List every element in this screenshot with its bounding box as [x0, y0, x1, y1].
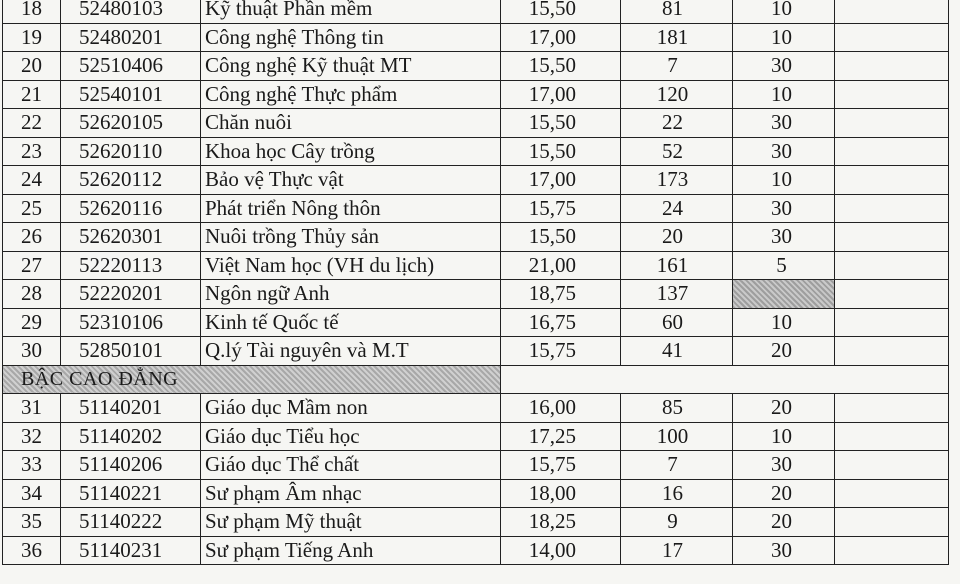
section-title: BẬC CAO ĐẲNG: [3, 365, 501, 394]
major-code: 52220201: [61, 280, 201, 309]
admission-score: 15,75: [501, 194, 621, 223]
admission-score: 17,25: [501, 422, 621, 451]
quota-count: 120: [621, 80, 733, 109]
admission-score: 15,50: [501, 0, 621, 23]
major-name: Chăn nuôi: [201, 109, 501, 138]
table-row: [3, 337, 949, 366]
row-number: 18: [3, 0, 61, 23]
additional-quota: 30: [733, 223, 835, 252]
row-number: 21: [3, 80, 61, 109]
table-row: [3, 80, 949, 109]
additional-quota: 20: [733, 337, 835, 366]
blank-cell: [835, 422, 949, 451]
major-code: 52480103: [61, 0, 201, 23]
additional-quota: 20: [733, 479, 835, 508]
major-name: Công nghệ Thực phẩm: [201, 80, 501, 109]
blank-cell: [835, 80, 949, 109]
major-code: 51140221: [61, 479, 201, 508]
major-code: 52620301: [61, 223, 201, 252]
blank-cell: [835, 508, 949, 537]
additional-quota: 10: [733, 80, 835, 109]
row-number: 19: [3, 23, 61, 52]
admission-score: 18,25: [501, 508, 621, 537]
table-row: [3, 137, 949, 166]
table-row: [3, 194, 949, 223]
major-code: 52220113: [61, 251, 201, 280]
admission-score: 14,00: [501, 536, 621, 565]
major-code: 52310106: [61, 308, 201, 337]
row-number: 28: [3, 280, 61, 309]
admission-score: 15,50: [501, 52, 621, 81]
row-number: 26: [3, 223, 61, 252]
row-number: 24: [3, 166, 61, 195]
major-name: Phát triển Nông thôn: [201, 194, 501, 223]
table-row: [3, 394, 949, 423]
row-number: 22: [3, 109, 61, 138]
major-code: 51140206: [61, 451, 201, 480]
major-name: Giáo dục Mầm non: [201, 394, 501, 423]
university-level-rows: [3, 0, 949, 365]
quota-count: 41: [621, 337, 733, 366]
quota-count: 100: [621, 422, 733, 451]
additional-quota: 30: [733, 536, 835, 565]
blank-cell: [835, 109, 949, 138]
college-level-rows: [3, 394, 949, 565]
row-number: 20: [3, 52, 61, 81]
blank-cell: [835, 166, 949, 195]
table-row: [3, 52, 949, 81]
table-row: [3, 0, 949, 23]
major-name: Kinh tế Quốc tế: [201, 308, 501, 337]
table-row: [3, 422, 949, 451]
quota-count: 60: [621, 308, 733, 337]
row-number: 32: [3, 422, 61, 451]
major-name: Giáo dục Thể chất: [201, 451, 501, 480]
admission-score: 17,00: [501, 80, 621, 109]
additional-quota: 10: [733, 166, 835, 195]
table-row: [3, 109, 949, 138]
row-number: 35: [3, 508, 61, 537]
quota-count: 52: [621, 137, 733, 166]
quota-count: 7: [621, 52, 733, 81]
table-row: [3, 479, 949, 508]
table-row: [3, 251, 949, 280]
blank-cell: [835, 280, 949, 309]
additional-quota: 10: [733, 422, 835, 451]
major-name: Q.lý Tài nguyên và M.T: [201, 337, 501, 366]
table-row: [3, 223, 949, 252]
quota-count: 161: [621, 251, 733, 280]
blank-cell: [835, 137, 949, 166]
major-name: Bảo vệ Thực vật: [201, 166, 501, 195]
additional-quota: 10: [733, 308, 835, 337]
blank-cell: [835, 23, 949, 52]
major-code: 51140222: [61, 508, 201, 537]
college-section-header: [3, 365, 949, 394]
admission-score: 15,50: [501, 137, 621, 166]
additional-quota: 30: [733, 451, 835, 480]
row-number: 36: [3, 536, 61, 565]
major-code: 52850101: [61, 337, 201, 366]
major-name: Giáo dục Tiểu học: [201, 422, 501, 451]
admission-score: 18,00: [501, 479, 621, 508]
blank-cell: [835, 308, 949, 337]
table-row: [3, 166, 949, 195]
table-row: [3, 308, 949, 337]
row-number: 30: [3, 337, 61, 366]
blank-cell: [835, 394, 949, 423]
blank-cell: [835, 251, 949, 280]
major-name: Khoa học Cây trồng: [201, 137, 501, 166]
major-name: Nuôi trồng Thủy sản: [201, 223, 501, 252]
quota-count: 81: [621, 0, 733, 23]
section-row: [3, 365, 949, 394]
major-code: 52510406: [61, 52, 201, 81]
quota-count: 20: [621, 223, 733, 252]
row-number: 27: [3, 251, 61, 280]
table-row: [3, 280, 949, 309]
section-blank: [501, 365, 949, 394]
major-name: Ngôn ngữ Anh: [201, 280, 501, 309]
table-row: [3, 451, 949, 480]
additional-quota: [733, 280, 835, 309]
additional-quota: 10: [733, 0, 835, 23]
admission-score: 15,50: [501, 109, 621, 138]
blank-cell: [835, 52, 949, 81]
major-code: 51140201: [61, 394, 201, 423]
blank-cell: [835, 223, 949, 252]
major-name: Việt Nam học (VH du lịch): [201, 251, 501, 280]
major-code: 52620116: [61, 194, 201, 223]
blank-cell: [835, 194, 949, 223]
major-code: 52480201: [61, 23, 201, 52]
major-code: 52540101: [61, 80, 201, 109]
major-name: Sư phạm Âm nhạc: [201, 479, 501, 508]
quota-count: 7: [621, 451, 733, 480]
additional-quota: 10: [733, 23, 835, 52]
admission-score-table: [2, 0, 949, 565]
row-number: 33: [3, 451, 61, 480]
major-name: Sư phạm Tiếng Anh: [201, 536, 501, 565]
additional-quota: 5: [733, 251, 835, 280]
admission-score: 15,50: [501, 223, 621, 252]
major-code: 52620110: [61, 137, 201, 166]
blank-cell: [835, 337, 949, 366]
quota-count: 181: [621, 23, 733, 52]
table-row: [3, 536, 949, 565]
major-code: 51140231: [61, 536, 201, 565]
admission-score: 17,00: [501, 166, 621, 195]
admission-score: 17,00: [501, 23, 621, 52]
blank-cell: [835, 0, 949, 23]
admission-score: 15,75: [501, 337, 621, 366]
major-name: Công nghệ Kỹ thuật MT: [201, 52, 501, 81]
additional-quota: 20: [733, 508, 835, 537]
quota-count: 24: [621, 194, 733, 223]
admission-score: 21,00: [501, 251, 621, 280]
admission-score: 15,75: [501, 451, 621, 480]
row-number: 34: [3, 479, 61, 508]
admission-score: 16,00: [501, 394, 621, 423]
quota-count: 17: [621, 536, 733, 565]
table-row: [3, 508, 949, 537]
quota-count: 85: [621, 394, 733, 423]
row-number: 25: [3, 194, 61, 223]
table-row: [3, 23, 949, 52]
quota-count: 22: [621, 109, 733, 138]
row-number: 29: [3, 308, 61, 337]
additional-quota: 30: [733, 137, 835, 166]
major-name: Sư phạm Mỹ thuật: [201, 508, 501, 537]
major-code: 51140202: [61, 422, 201, 451]
blank-cell: [835, 536, 949, 565]
quota-count: 137: [621, 280, 733, 309]
admission-score: 18,75: [501, 280, 621, 309]
blank-cell: [835, 451, 949, 480]
quota-count: 16: [621, 479, 733, 508]
major-code: 52620112: [61, 166, 201, 195]
admission-score: 16,75: [501, 308, 621, 337]
quota-count: 173: [621, 166, 733, 195]
additional-quota: 30: [733, 109, 835, 138]
major-code: 52620105: [61, 109, 201, 138]
additional-quota: 20: [733, 394, 835, 423]
additional-quota: 30: [733, 52, 835, 81]
row-number: 23: [3, 137, 61, 166]
row-number: 31: [3, 394, 61, 423]
additional-quota: 30: [733, 194, 835, 223]
major-name: Kỹ thuật Phần mềm: [201, 0, 501, 23]
major-name: Công nghệ Thông tin: [201, 23, 501, 52]
quota-count: 9: [621, 508, 733, 537]
blank-cell: [835, 479, 949, 508]
